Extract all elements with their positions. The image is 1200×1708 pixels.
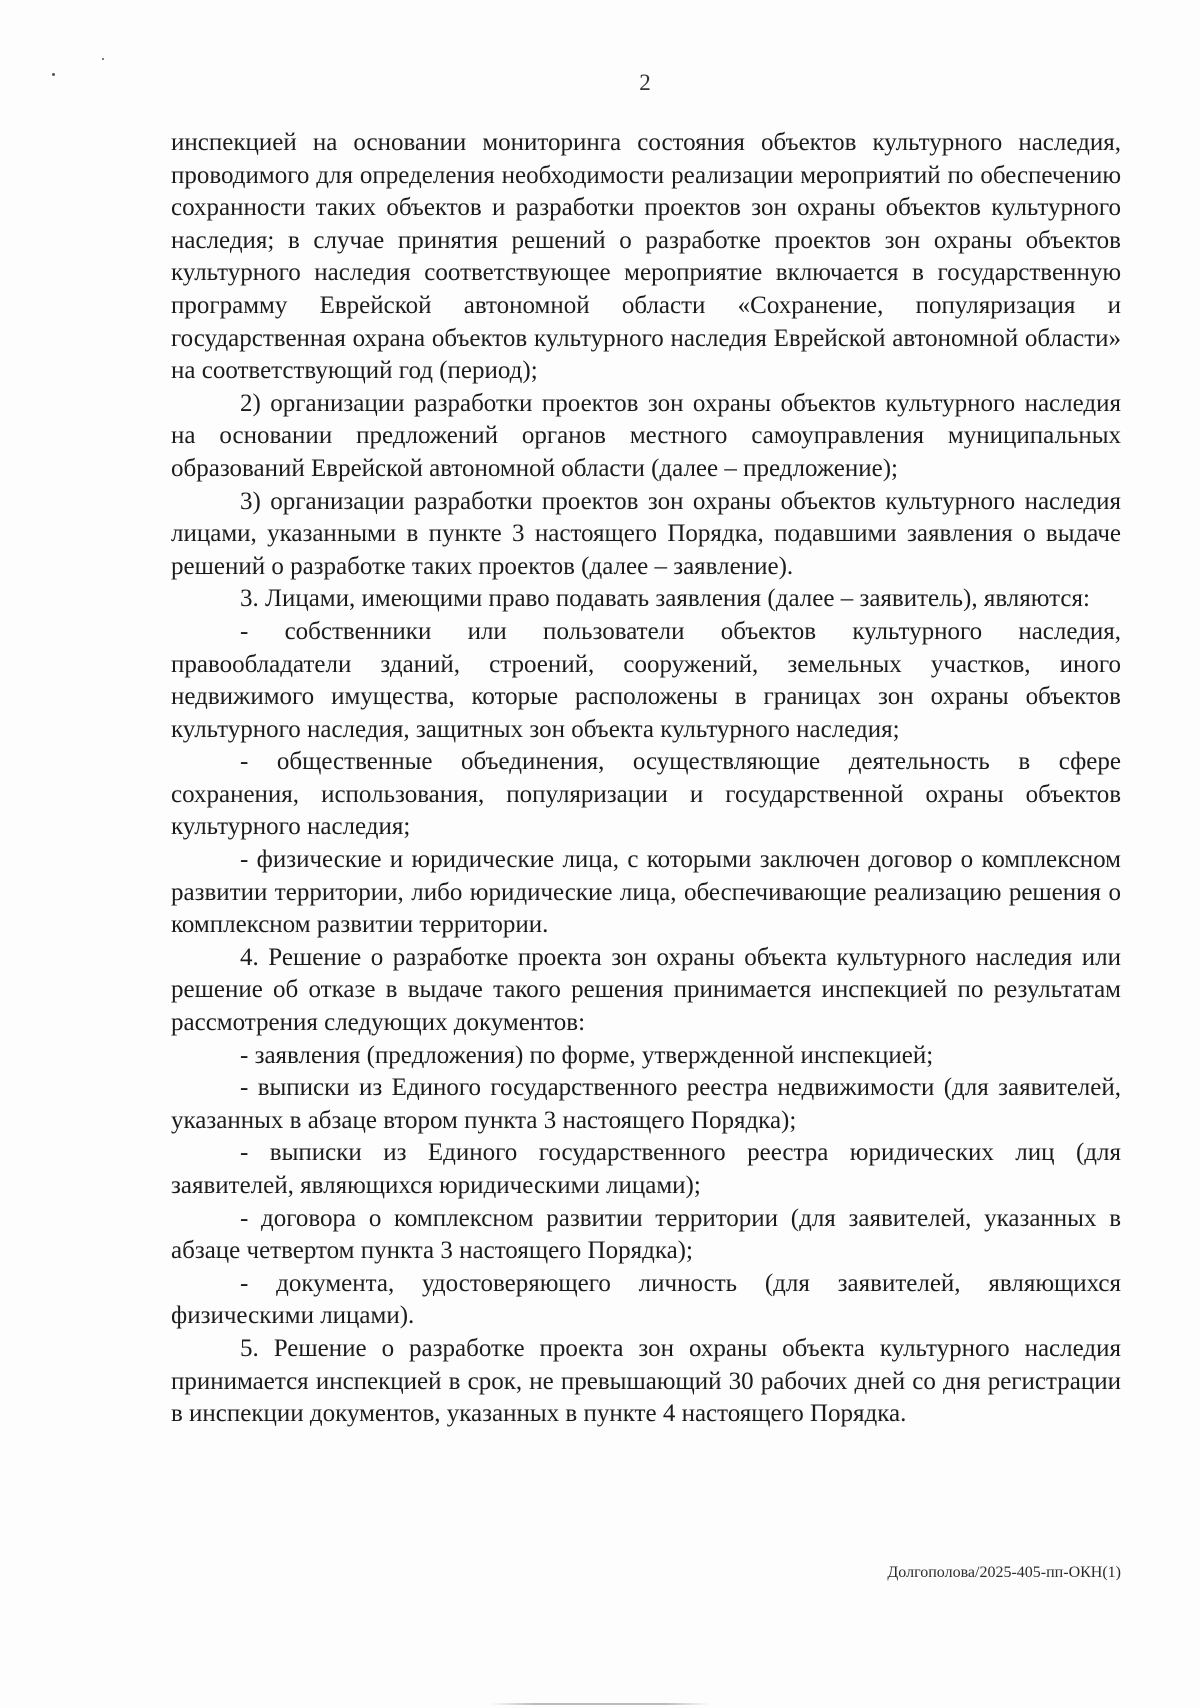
list-item: - заявления (предложения) по форме, утвержденной инспекцией; <box>240 1041 934 1069</box>
paragraph: 5. Решение о разработке проекта зон охраны объекта культурного наследия принимается инспекцией в срок, не превышающий 30 рабочих дней со дня регистрации в инспекции документов, указанных в пункте 4 настоящего Порядка. <box>171 1334 1121 1428</box>
document-body <box>171 127 1121 1431</box>
paragraph: инспекцией на основании мониторинга состояния объектов культурного наследия, проводимого для определения необходимости реализации мероприятий по обеспечению сохранности таких объектов и разработки проектов зон охраны объектов культурного наследия; в случае принятия решений о разработке проектов зон охраны объектов культурного наследия соответствующее мероприятие включается в государственную программу Еврейской автономной области «Сохранение, популяризация и государственная охрана объектов культурного наследия Еврейской автономной области» на соответствующий год (период); <box>171 129 1121 385</box>
scan-speck <box>102 58 104 60</box>
list-item: - договора о комплексном развитии территории (для заявителей, указанных в абзаце четвертом пункта 3 настоящего Порядка); <box>171 1204 1121 1265</box>
list-item: - собственники или пользователи объектов культурного наследия, правообладатели зданий, строений, сооружений, земельных участков, иного недвижимого имущества, которые расположены в границах зон охраны объектов культурного наследия, защитных зон объекта культурного наследия; <box>171 617 1121 743</box>
list-item: - выписки из Единого государственного реестра юридических лиц (для заявителей, являющихся юридическими лицами); <box>171 1139 1121 1199</box>
list-item: - общественные объединения, осуществляющие деятельность в сфере сохранения, использования, популяризации и государственной охраны объектов культурного наследия; <box>171 748 1121 841</box>
list-item: - физические и юридические лица, с которыми заключен договор о комплексном развитии территории, либо юридические лица, обеспечивающие реализацию решения о комплексном развитии территории. <box>171 846 1121 939</box>
paragraph: 3. Лицами, имеющими право подавать заявления (далее – заявитель), являются: <box>240 585 1090 613</box>
page-number: 2 <box>639 70 651 95</box>
paragraph: 2) организации разработки проектов зон охраны объектов культурного наследия на основании предложений органов местного самоуправления муниципальных образований Еврейской автономной области (далее – предложение); <box>171 389 1121 482</box>
list-item: - выписки из Единого государственного реестра недвижимости (для заявителей, указанных в абзаце втором пункта 3 настоящего Порядка); <box>171 1074 1121 1134</box>
document-reference-code: Долгополова/2025-405-пп-ОКН(1) <box>887 1564 1121 1581</box>
paragraph: 4. Решение о разработке проекта зон охраны объекта культурного наследия или решение об отказе в выдаче такого решения принимается инспекцией по результатам рассмотрения следующих документов: <box>171 943 1121 1037</box>
list-item: - документа, удостоверяющего личность (для заявителей, являющихся физическими лицами). <box>171 1269 1121 1330</box>
paragraph: 3) организации разработки проектов зон охраны объектов культурного наследия лицами, указанными в пункте 3 настоящего Порядка, подавшими заявления о выдаче решений о разработке таких проектов (далее – заявление). <box>171 487 1121 580</box>
scan-artifact <box>490 1703 710 1705</box>
